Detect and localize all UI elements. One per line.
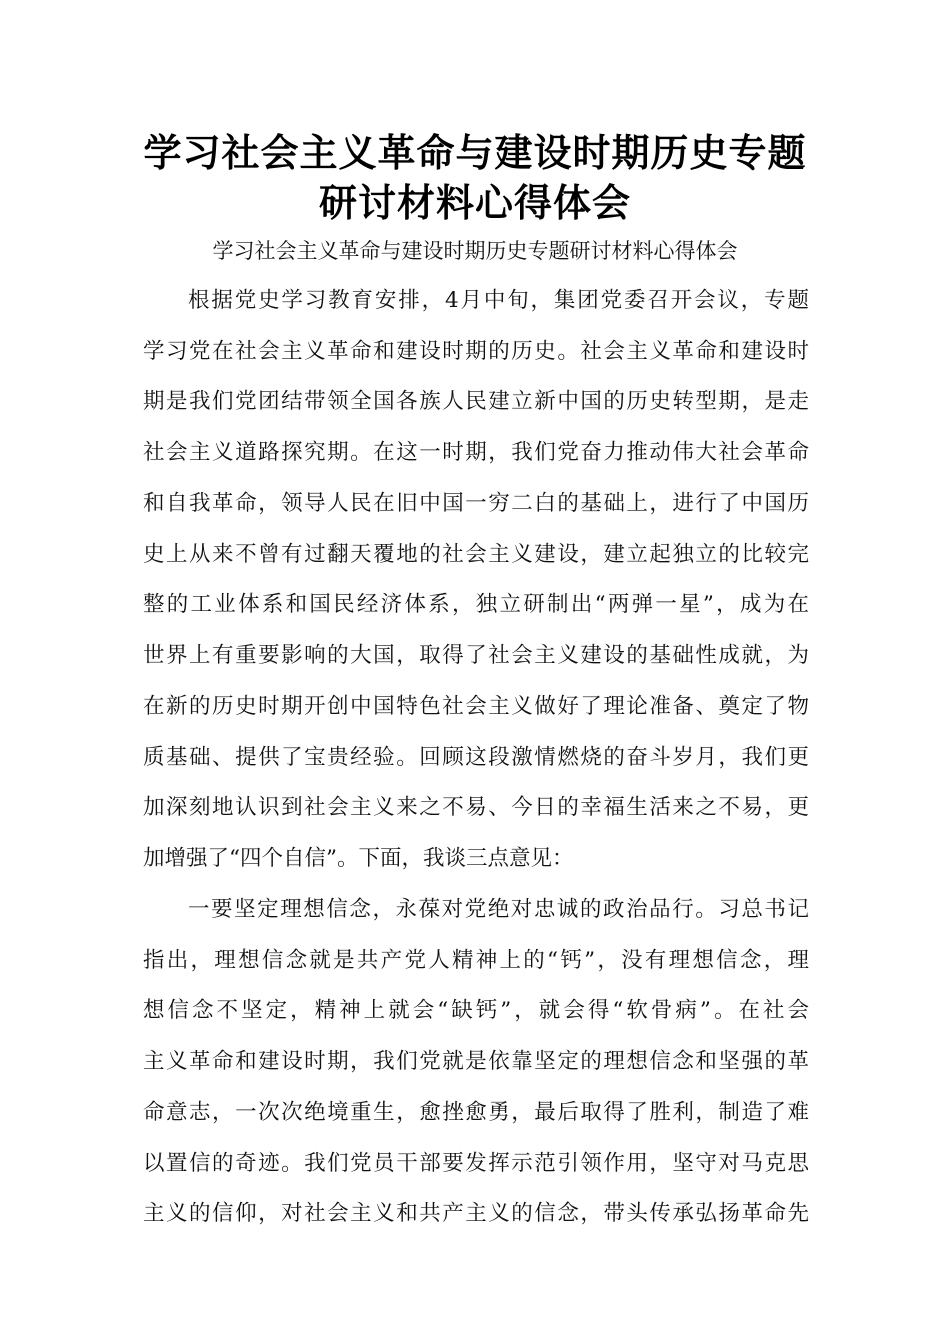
paragraph-2-line-7: 主义的信仰，对社会主义和共产主义的信念，带头传承弘扬革命先 [143, 1201, 809, 1226]
document-title-line-2: 研讨材料心得体会 [318, 181, 631, 225]
document-title-line-1: 学习社会主义革命与建设时期历史专题 [143, 131, 807, 175]
paragraph-2-line-4: 主义革命和建设时期，我们党就是依靠坚定的理想信念和坚强的革 [143, 1049, 809, 1074]
paragraph-1-line-2: 学习党在社会主义革命和建设时期的历史。社会主义革命和建设时 [143, 339, 809, 364]
paragraph-1-line-9: 在新的历史时期开创中国特色社会主义做好了理论准备、奠定了物 [143, 694, 809, 719]
paragraph-1-line-5: 和自我革命，领导人民在旧中国一穷二白的基础上，进行了中国历 [143, 491, 809, 516]
paragraph-2-line-3: 想信念不坚定，精神上就会“缺钙”，就会得“软骨病”。在社会 [143, 998, 809, 1023]
paragraph-1-line-10: 质基础、提供了宝贵经验。回顾这段激情燃烧的奋斗岁月，我们更 [143, 745, 809, 770]
paragraph-1-line-7: 整的工业体系和国民经济体系，独立研制出“两弹一星”，成为在 [143, 592, 809, 617]
paragraph-1-line-1: 根据党史学习教育安排，4月中旬，集团党委召开会议，专题 [188, 288, 809, 313]
paragraph-1-line-11: 加深刻地认识到社会主义来之不易、今日的幸福生活来之不易，更 [143, 795, 809, 820]
paragraph-1-line-3: 期是我们党团结带领全国各族人民建立新中国的历史转型期，是走 [143, 389, 809, 414]
paragraph-2-line-6: 以置信的奇迹。我们党员干部要发挥示范引领作用，坚守对马克思 [143, 1151, 809, 1176]
paragraph-2-line-5: 命意志，一次次绝境重生，愈挫愈勇，最后取得了胜利，制造了难 [143, 1100, 809, 1125]
paragraph-1-line-8: 世界上有重要影响的大国，取得了社会主义建设的基础性成就，为 [143, 643, 809, 668]
paragraph-2-line-2: 指出，理想信念就是共产党人精神上的“钙”，没有理想信念，理 [143, 948, 809, 973]
paragraph-1-line-4: 社会主义道路探究期。在这一时期，我们党奋力推动伟大社会革命 [143, 440, 809, 465]
document-subtitle: 学习社会主义革命与建设时期历史专题研讨材料心得体会 [212, 239, 738, 263]
paragraph-1-line-6: 史上从来不曾有过翻天覆地的社会主义建设，建立起独立的比较完 [143, 542, 809, 567]
paragraph-2-line-1: 一要坚定理想信念，永葆对党绝对忠诚的政治品行。习总书记 [188, 897, 809, 922]
paragraph-1-line-12: 加增强了“四个自信”。下面，我谈三点意见： [143, 846, 574, 871]
